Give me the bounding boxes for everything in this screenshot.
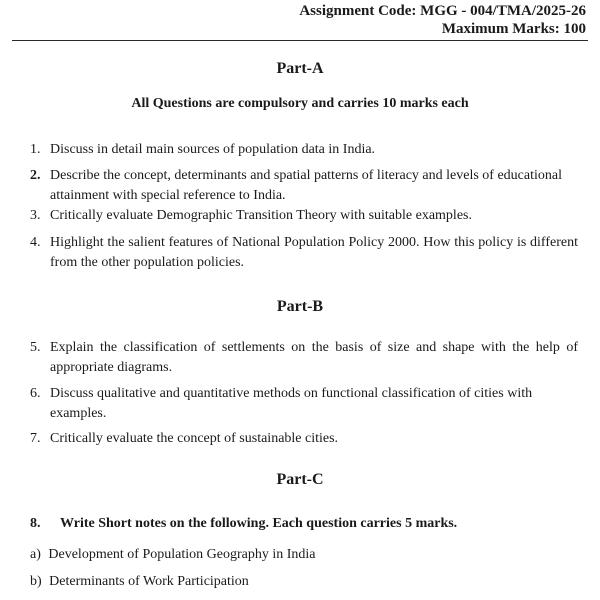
maximum-marks: Maximum Marks: 100: [441, 21, 586, 37]
subquestion-text: Determinants of Work Participation: [49, 574, 249, 589]
question-text: Describe the concept, determinants and spatial patterns of literacy and levels of educational attainment with special reference to India.: [50, 168, 562, 203]
question-number: 8.: [30, 516, 41, 531]
question-2: [30, 166, 578, 206]
document-header: [299, 2, 586, 38]
question-number: 5.: [30, 340, 41, 355]
question-text: Discuss qualitative and quantitative methods on functional classification of cities with examples.: [50, 386, 533, 421]
question-number: 2.: [30, 168, 41, 183]
question-4: [30, 233, 578, 273]
question-number: 7.: [30, 431, 41, 446]
question-7: [30, 429, 578, 449]
subquestion-text: Development of Population Geography in India: [48, 547, 316, 562]
subquestion-a: [30, 545, 316, 565]
assignment-code: Assignment Code: MGG - 004/TMA/2025-26: [299, 3, 586, 19]
subquestion-letter: a): [30, 547, 41, 562]
subquestion-b: [30, 572, 249, 592]
question-8: [30, 514, 578, 534]
part-b-heading: Part-B: [276, 298, 324, 315]
question-text: Highlight the salient features of National Population Policy 2000. How this policy is different from the other population policies.: [50, 235, 578, 270]
question-6: [30, 384, 578, 424]
question-number: 1.: [30, 142, 41, 157]
question-number: 6.: [30, 386, 41, 401]
part-c-heading: Part-C: [276, 471, 324, 488]
question-text: Critically evaluate the concept of sustainable cities.: [50, 431, 339, 446]
question-text: Write Short notes on the following. Each question carries 5 marks.: [60, 516, 458, 531]
part-a-heading: Part-A: [276, 60, 324, 77]
question-text: Explain the classification of settlements on the basis of size and shape with the help of appropriate diagrams.: [50, 340, 578, 375]
part-a-instruction: All Questions are compulsory and carries 10 marks each: [131, 96, 469, 111]
question-5: [30, 338, 578, 378]
header-divider: [12, 40, 588, 41]
question-text: Critically evaluate Demographic Transition Theory with suitable examples.: [50, 208, 472, 223]
question-number: 4.: [30, 235, 41, 250]
question-1: [30, 140, 578, 160]
subquestion-letter: b): [30, 574, 42, 589]
question-number: 3.: [30, 208, 41, 223]
question-text: Discuss in detail main sources of population data in India.: [50, 142, 376, 157]
question-3: [30, 206, 578, 226]
